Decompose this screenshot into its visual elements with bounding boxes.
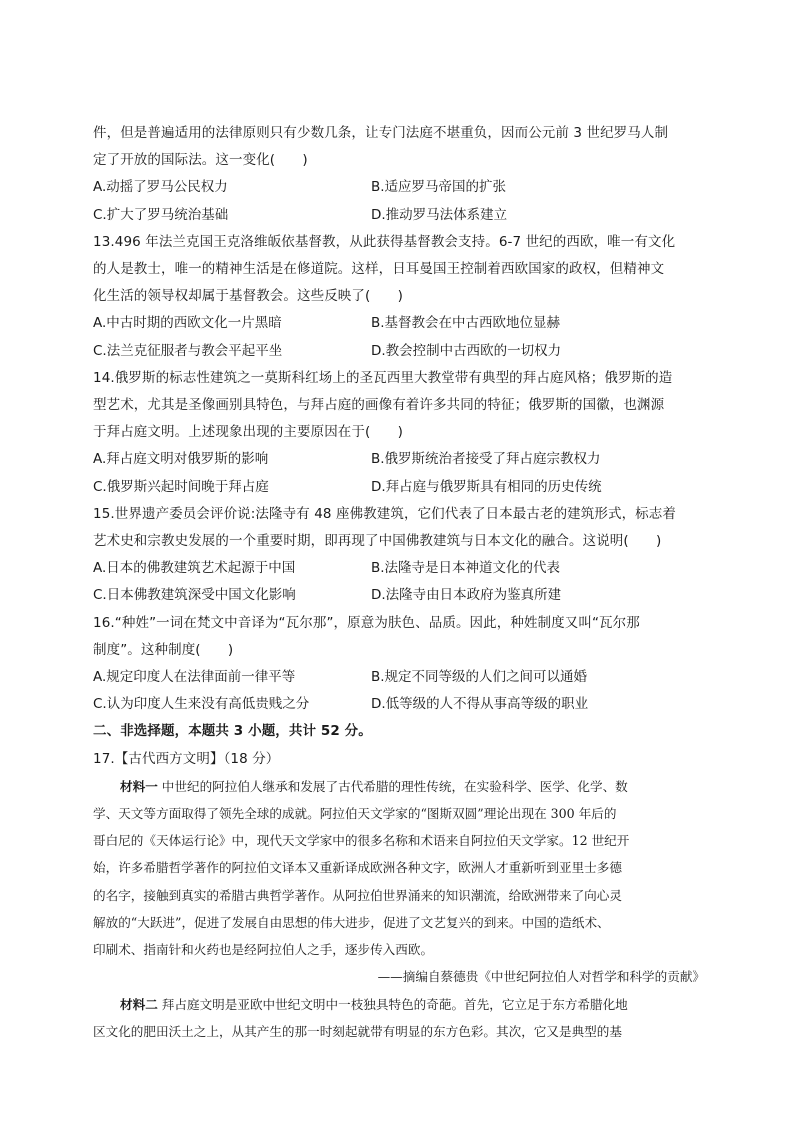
exam-page — [93, 120, 705, 1045]
question-text-line: 型艺术，尤其是圣像画别具特色，与拜占庭的画像有着许多共同的特征；俄罗斯的国徽，也渊源 — [93, 397, 665, 414]
option-c[interactable]: C.日本佛教建筑深受中国文化影响 — [93, 587, 296, 604]
question-14 — [93, 365, 705, 501]
option-a[interactable]: A.中古时期的西欧文化一片黑暗 — [93, 315, 282, 332]
question-text-line: 的人是教士，唯一的精神生活是在修道院。这样，日耳曼国王控制着西欧国家的政权，但精神文 — [93, 261, 665, 278]
material-line — [93, 773, 705, 800]
option-d[interactable]: D.教会控制中古西欧的一切权力 — [371, 342, 562, 359]
option-row — [93, 174, 705, 201]
option-row — [93, 202, 705, 229]
material-label: 材料二 — [120, 996, 158, 1012]
question-text-line: 13.496 年法兰克国王克洛维皈依基督教，从此获得基督教会支持。6-7 世纪的西欧，唯一有文化 — [93, 233, 676, 250]
option-row — [93, 582, 705, 609]
question-text-line: 定了开放的国际法。这一变化( ) — [93, 152, 308, 169]
material-line: 始，许多希腊哲学著作的阿拉伯文译本又重新译成欧洲各种文字，欧洲人才重新听到亚里士多德 — [93, 860, 622, 876]
question-12 — [93, 120, 705, 229]
material-line: 的名字，接触到真实的希腊古典哲学著作。从阿拉伯世界涌来的知识潮流，给欧洲带来了向心灵 — [93, 887, 622, 903]
option-row — [93, 338, 705, 365]
option-a[interactable]: A.日本的佛教建筑艺术起源于中国 — [93, 560, 296, 577]
question-title: 17.【古代西方文明】（18 分） — [93, 750, 280, 767]
option-c[interactable]: C.俄罗斯兴起时间晚于拜占庭 — [93, 478, 269, 495]
section-heading: 二、非选择题，本题共 3 小题，共计 52 分。 — [93, 723, 372, 740]
question-15 — [93, 501, 705, 610]
option-c[interactable]: C.法兰克征服者与教会平起平坐 — [93, 342, 283, 359]
material-line: 学、天文等方面取得了领先全球的成就。阿拉伯天文学家的“图斯双圆”理论出现在 300 年后的 — [93, 806, 617, 822]
question-17 — [93, 746, 705, 1045]
material-text: 拜占庭文明是亚欧中世纪文明中一枝独具特色的奇葩。首先，它立足于东方希腊化地 — [157, 996, 628, 1012]
question-text-line: 件，但是普遍适用的法律原则只有少数几条，让专门法庭不堪重负，因而公元前 3 世纪罗马人制 — [93, 125, 669, 141]
question-16 — [93, 610, 705, 719]
question-text-line: 14.俄罗斯的标志性建筑之一莫斯科红场上的圣瓦西里大教堂带有典型的拜占庭风格；俄罗斯的造 — [93, 369, 673, 386]
question-text-line: 制度”。这种制度( ) — [93, 641, 234, 658]
option-a[interactable]: A.动摇了罗马公民权力 — [93, 179, 228, 196]
material-line — [93, 991, 705, 1018]
option-b[interactable]: B.规定不同等级的人们之间可以通婚 — [371, 669, 588, 686]
question-text-line: 化生活的领导权却属于基督教会。这些反映了( ) — [93, 288, 403, 305]
question-text-line: 16.“种姓”一词在梵文中音译为“瓦尔那”，原意为肤色、品质。因此，种姓制度又叫“瓦尔那 — [93, 614, 640, 631]
material-source: ——摘编自蔡德贵《中世纪阿拉伯人对哲学和科学的贡献》 — [377, 969, 705, 985]
question-13 — [93, 229, 705, 365]
material-line: 印刷术、指南针和火药也是经阿拉伯人之手，逐步传入西欧。 — [93, 942, 434, 958]
option-d[interactable]: D.法隆寺由日本政府为鉴真所建 — [371, 587, 562, 604]
option-row — [93, 664, 705, 691]
material-label: 材料一 — [120, 778, 158, 794]
question-text-line: 于拜占庭文明。上述现象出现的主要原因在于( ) — [93, 424, 403, 441]
option-row — [93, 555, 705, 582]
question-text-line: 艺术史和宗教史发展的一个重要时期，即再现了中国佛教建筑与日本文化的融合。这说明( ) — [93, 533, 662, 550]
option-row — [93, 310, 705, 337]
option-a[interactable]: A.规定印度人在法律面前一律平等 — [93, 669, 296, 686]
option-b[interactable]: B.法隆寺是日本神道文化的代表 — [371, 560, 561, 577]
option-c[interactable]: C.扩大了罗马统治基础 — [93, 206, 229, 223]
option-b[interactable]: B.适应罗马帝国的扩张 — [371, 179, 507, 196]
option-d[interactable]: D.拜占庭与俄罗斯具有相同的历史传统 — [371, 478, 602, 495]
option-row — [93, 446, 705, 473]
option-c[interactable]: C.认为印度人生来没有高低贵贱之分 — [93, 696, 310, 713]
material-text: 中世纪的阿拉伯人继承和发展了古代希腊的理性传统，在实验科学、医学、化学、数 — [157, 778, 628, 794]
material-line: 哥白尼的《天体运行论》中，现代天文学家中的很多名称和术语来自阿拉伯天文学家。12 世纪开 — [93, 833, 630, 849]
material-line: 区文化的肥田沃土之上，从其产生的那一时刻起就带有明显的东方色彩。其次，它又是典型的基 — [93, 1023, 622, 1039]
option-a[interactable]: A.拜占庭文明对俄罗斯的影响 — [93, 451, 269, 468]
option-row — [93, 474, 705, 501]
question-text-line: 15.世界遗产委员会评价说:法隆寺有 48 座佛教建筑，它们代表了日本最古老的建筑形式，标志着 — [93, 505, 676, 522]
option-d[interactable]: D.推动罗马法体系建立 — [371, 206, 508, 223]
option-b[interactable]: B.基督教会在中古西欧地位显赫 — [371, 315, 561, 332]
material-line: 解放的“大跃进”，促进了发展自由思想的伟大进步，促进了文艺复兴的到来。中国的造纸术、 — [93, 914, 610, 930]
option-row — [93, 691, 705, 718]
option-d[interactable]: D.低等级的人不得从事高等级的职业 — [371, 696, 589, 713]
option-b[interactable]: B.俄罗斯统治者接受了拜占庭宗教权力 — [371, 451, 601, 468]
